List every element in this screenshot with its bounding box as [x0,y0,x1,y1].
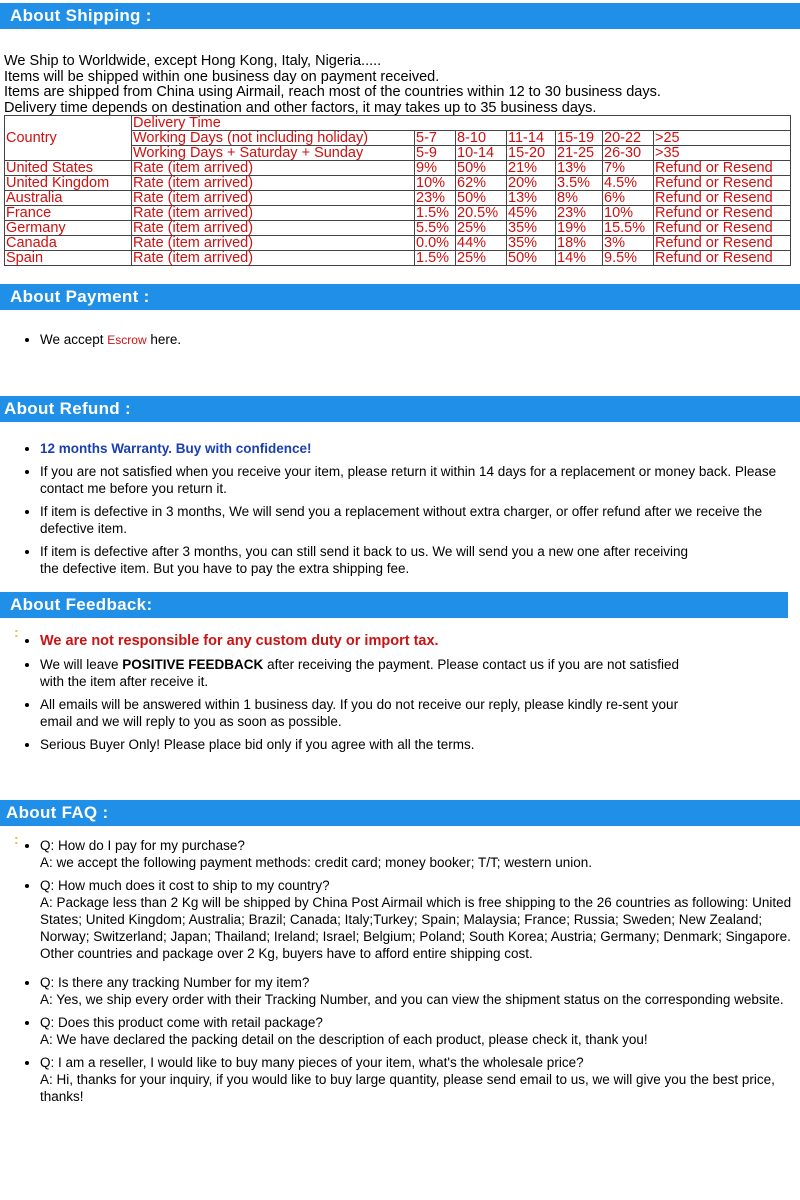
cell: 10% [603,206,654,221]
cell: 25% [456,251,507,266]
cell: 21-25 [556,146,603,161]
table-row [5,206,791,221]
refund-header: About Refund : [0,396,800,422]
cell: 15-19 [556,131,603,146]
shipping-table [4,115,791,266]
cell: 5-7 [415,131,456,146]
faq-question: • Q: How do I pay for my purchase? [40,838,245,853]
cell: 14% [556,251,603,266]
cell: 23% [556,206,603,221]
row-label: Rate (item arrived) [132,221,415,236]
leave-prefix: We will leave [40,657,123,672]
faq-question: • Q: How much does it cost to ship to my country? [40,878,330,893]
cell: 45% [507,206,556,221]
faq-item [40,877,800,962]
country-cell: United Kingdom [5,176,132,191]
payment-prefix: We accept [40,332,108,347]
cell: 8% [556,191,603,206]
cell: 5-9 [415,146,456,161]
feedback-header: About Feedback: [0,592,788,618]
cell: 20% [507,176,556,191]
table-row [5,221,791,236]
list-item: • If you are not satisfied when you receive your item, please return it within 14 days for a replacement or money back. Please contact me before you return it. [40,463,798,497]
cell: 25% [456,221,507,236]
row-label: Working Days + Saturday + Sunday [132,146,415,161]
faq-item [40,974,800,1008]
cell: 4.5% [603,176,654,191]
cell: Refund or Resend [654,191,791,206]
cell: 1.5% [415,251,456,266]
faq-answer: A: Hi, thanks for your inquiry, if you would like to buy large quantity, please send email to us, we will give you the best price, thanks! [40,1072,775,1104]
faq-answer: A: We have declared the packing detail on the description of each product, please check it, thank you! [40,1032,648,1047]
faq-item [40,1014,800,1048]
escrow-link[interactable]: Escrow [107,333,147,347]
faq-list [20,837,800,1111]
cell: 50% [456,161,507,176]
cell: 23% [415,191,456,206]
feedback-list [20,632,690,759]
cell: 3.5% [556,176,603,191]
positive-feedback: POSITIVE FEEDBACK [122,657,264,672]
faq-item [40,837,800,871]
cell: 10% [415,176,456,191]
list-item [40,331,181,349]
list-item: • If item is defective after 3 months, you can still send it back to us. We will send you a new one after receiving the defective item. But you have to pay the extra shipping fee. [40,543,690,577]
payment-header: About Payment : [0,284,800,310]
faq-answer: A: Yes, we ship every order with their Tracking Number, and you can view the shipment status on the corresponding website. [40,992,784,1007]
country-cell: Australia [5,191,132,206]
cell: Refund or Resend [654,236,791,251]
cell: Refund or Resend [654,176,791,191]
table-row [5,191,791,206]
cell: 35% [507,236,556,251]
cell: 44% [456,236,507,251]
faq-question: • Q: I am a reseller, I would like to buy many pieces of your item, what's the wholesale price? [40,1055,584,1070]
cell: >35 [654,146,791,161]
shipping-intro [4,54,661,116]
cell: 15.5% [603,221,654,236]
cell: Refund or Resend [654,161,791,176]
delivery-time-header: Delivery Time [132,116,791,131]
cell: 35% [507,221,556,236]
warning-text: We are not responsible for any custom duty or import tax. [40,633,439,649]
cell: 50% [507,251,556,266]
cell: 13% [507,191,556,206]
cell: 0.0% [415,236,456,251]
list-item [40,632,690,650]
warranty-text: 12 months Warranty. Buy with confidence! [40,441,312,456]
cell: >25 [654,131,791,146]
intro-line: We Ship to Worldwide, except Hong Kong, Italy, Nigeria..... [4,53,382,69]
list-item: • All emails will be answered within 1 business day. If you do not receive our reply, please kindly re-sent your email and we will reply to you as soon as possible. [40,696,690,730]
faq-answer: A: we accept the following payment methods: credit card; money booker; T/T; western union. [40,855,593,870]
table-row [5,176,791,191]
cell: 9% [415,161,456,176]
shipping-header: About Shipping : [0,3,800,29]
country-cell: France [5,206,132,221]
country-cell: Canada [5,236,132,251]
intro-line: Items will be shipped within one business day on payment received. [4,68,440,85]
country-cell: Germany [5,221,132,236]
row-label: Working Days (not including holiday) [132,131,415,146]
row-label: Rate (item arrived) [132,176,415,191]
list-item [40,656,690,690]
intro-line: Items are shipped from China using Airmail, reach most of the countries within 12 to 30 business days. [4,84,661,100]
cell: 20.5% [456,206,507,221]
cell: Refund or Resend [654,251,791,266]
row-label: Rate (item arrived) [132,206,415,221]
cell: 21% [507,161,556,176]
list-item: • If item is defective in 3 months, We will send you a replacement without extra charger, or offer refund after we receive the defective item. [40,503,798,537]
faq-question: • Q: Is there any tracking Number for my item? [40,975,310,990]
cell: 50% [456,191,507,206]
row-label: Rate (item arrived) [132,236,415,251]
cell: 5.5% [415,221,456,236]
country-cell: United States [5,161,132,176]
cell: 15-20 [507,146,556,161]
cell: Refund or Resend [654,206,791,221]
country-cell: Spain [5,251,132,266]
cell: 19% [556,221,603,236]
faq-header: About FAQ : [0,800,800,826]
row-label: Rate (item arrived) [132,251,415,266]
payment-list [20,331,181,355]
cell: 13% [556,161,603,176]
list-item: • Serious Buyer Only! Please place bid only if you agree with all the terms. [40,736,690,753]
intro-line: Delivery time depends on destination and other factors, it may takes up to 35 business days. [4,99,597,116]
refund-list [20,440,798,583]
bullet-marker-icon: : [14,624,19,640]
bullet-marker-icon: : [14,831,19,847]
cell: 18% [556,236,603,251]
list-item [40,440,798,457]
table-row [5,251,791,266]
cell: 62% [456,176,507,191]
faq-question: • Q: Does this product come with retail package? [40,1015,323,1030]
leave-suffix: after receiving the payment. Please contact us if you are not satisfied with the item after receive it. [40,657,680,689]
cell: 9.5% [603,251,654,266]
cell: 26-30 [603,146,654,161]
faq-item [40,1054,800,1105]
cell: 11-14 [507,131,556,146]
cell: 3% [603,236,654,251]
cell: 7% [603,161,654,176]
cell: Refund or Resend [654,221,791,236]
cell: 8-10 [456,131,507,146]
row-label: Rate (item arrived) [132,161,415,176]
cell: 1.5% [415,206,456,221]
cell: 10-14 [456,146,507,161]
table-row [5,161,791,176]
payment-suffix: here. [146,332,182,347]
table-row [5,236,791,251]
cell: 6% [603,191,654,206]
cell: 20-22 [603,131,654,146]
faq-answer: A: Package less than 2 Kg will be shipped by China Post Airmail which is free shipping to the 26 countries as following: United States; United Kingdom; Australia; Brazil; Canada; Italy;Turkey; Spain; Malaysia; France; Russia; Sweden; New Zealand; Norway; Switzerland; Japan; Thailand; Ireland; Israel; Belgium; Poland; South Korea; Austria; Germany; Denmark; Singapore. Other countries and package over 2 Kg, buyers have to afford entire shipping cost. [40,895,792,961]
row-label: Rate (item arrived) [132,191,415,206]
country-header: Country [5,116,132,161]
